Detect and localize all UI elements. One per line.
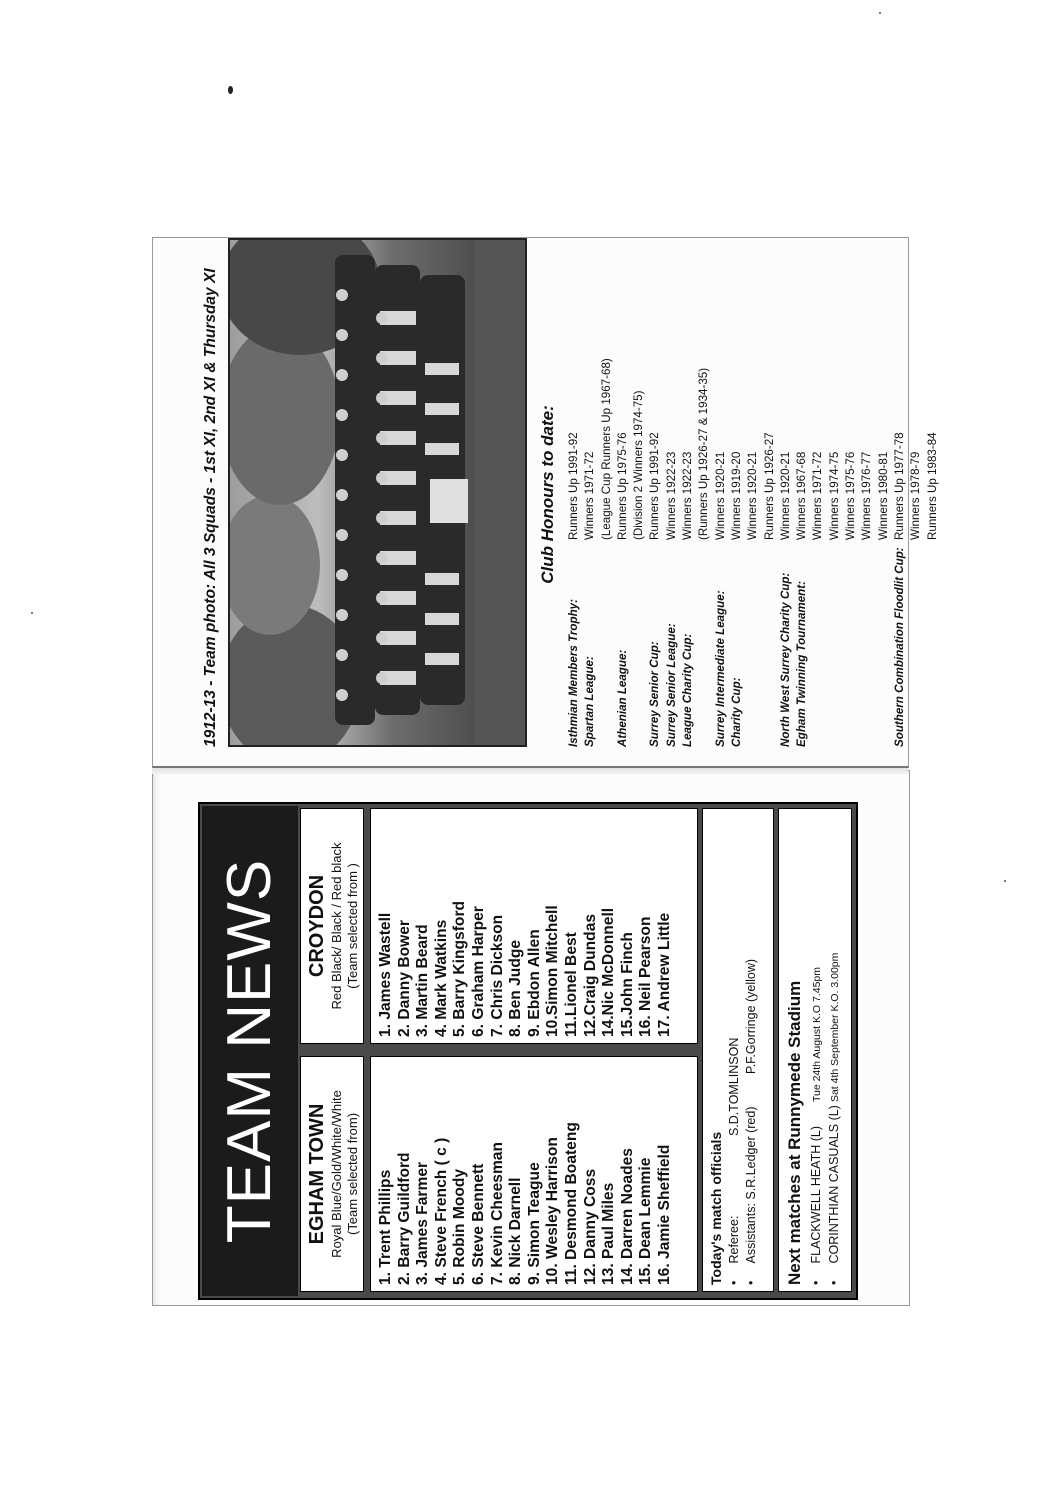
- honour-row: [762, 242, 778, 747]
- squad-player: 11.Lionel Best: [562, 932, 580, 1037]
- honour-result: Runners Up 1991-92: [648, 432, 662, 540]
- honour-competition: Charity Cup:: [729, 677, 743, 747]
- squad-player: 11. Desmond Boateng: [562, 1122, 580, 1285]
- honour-result: Winners 1919-20: [729, 451, 743, 540]
- squad-player: 10. Wesley Harrison: [544, 1137, 562, 1285]
- honour-result: Winners 1922-23: [664, 451, 678, 540]
- honours-title: Club Honours to date:: [538, 405, 557, 584]
- honour-competition: Surrey Senior Cup:: [648, 641, 662, 747]
- honour-result: Winners 1971-72: [583, 451, 597, 540]
- honour-result: Runners Up 1975-76: [615, 432, 629, 540]
- honour-row: [582, 242, 598, 747]
- honour-result: Winners 1976-77: [860, 451, 874, 540]
- honour-competition: Egham Twinning Tournament:: [795, 581, 809, 747]
- squad-player: 15. Dean Lemmie: [637, 1157, 655, 1285]
- team-news-panel: [198, 806, 854, 1300]
- honour-result: Runners Up 1977-78: [892, 432, 906, 540]
- honour-row: [925, 242, 941, 747]
- squad-player: 12.Craig Dundas: [581, 913, 599, 1037]
- history-panel: [202, 242, 939, 747]
- next-match-team: FLACKWELL HEATH (L): [809, 1125, 823, 1264]
- away-squad-box: [370, 808, 698, 1044]
- away-team-kit: Red Black/ Black / Red black: [329, 842, 344, 1010]
- squad-player: 4. Mark Watkins: [432, 919, 450, 1037]
- honour-competition: Athenian League:: [615, 649, 629, 747]
- honours-list: [566, 242, 941, 747]
- honour-competition: League Charity Cup:: [681, 633, 695, 747]
- bullet-icon: •: [727, 1280, 741, 1285]
- squad-player: 4. Steve French ( c ): [432, 1137, 450, 1285]
- home-team-selection-note: (Team selected from): [345, 1112, 360, 1236]
- squad-player: 1. Trent Phillips: [377, 1169, 394, 1285]
- squad-player: 14. Darren Noades: [618, 1148, 636, 1285]
- team-photo: [228, 238, 527, 747]
- squad-player: 16. Neil Pearson: [637, 916, 655, 1037]
- scan-speck: [879, 12, 881, 14]
- scan-speck: [228, 86, 233, 94]
- honour-result: Runners Up 1991-92: [567, 432, 580, 540]
- honour-row: [827, 242, 843, 747]
- honour-row: [794, 242, 810, 747]
- honour-row: [713, 242, 729, 747]
- squad-player: 6. Steve Bennett: [469, 1163, 487, 1285]
- honour-competition: Isthmian Members Trophy:: [567, 599, 580, 747]
- squad-player: 8. Ben Judge: [507, 939, 525, 1037]
- bullet-icon: •: [809, 1280, 823, 1285]
- home-squad-list: [371, 1057, 675, 1291]
- bullet-icon: •: [744, 1280, 758, 1285]
- honour-row: [566, 242, 582, 747]
- scan-speck: [31, 612, 33, 614]
- honour-row: [892, 242, 908, 747]
- officials-heading: Today's match officials: [708, 1131, 724, 1285]
- squad-player: 2. Danny Bower: [395, 920, 413, 1037]
- squad-player: 16. Jamie Sheffield: [655, 1144, 673, 1285]
- honour-competition: Southern Combination Floodlit Cup:: [892, 547, 906, 747]
- referee-name: S.D.TOMLINSON: [727, 1037, 741, 1137]
- referee-row: [726, 809, 743, 1285]
- match-officials-box: [702, 808, 774, 1292]
- honour-row: [696, 242, 712, 747]
- home-team-header: [300, 1056, 364, 1292]
- squad-player: 2. Barry Guildford: [395, 1152, 413, 1285]
- honour-result: Winners 1980-81: [876, 451, 890, 540]
- squad-player: 5. Robin Moody: [451, 1168, 469, 1285]
- honour-result: Runners Up 1983-84: [925, 432, 939, 540]
- squad-player: 1. James Wastell: [377, 912, 394, 1037]
- next-match-kickoff: Tue 24th August K.O 7.45pm: [811, 967, 823, 1103]
- bullet-icon: •: [827, 1280, 841, 1285]
- assistants-row: [743, 809, 760, 1285]
- assistants-label: Assistants: S.R.Ledger (red): [744, 1106, 758, 1264]
- home-team-name: EGHAM TOWN: [306, 1103, 328, 1245]
- team-photo-image: [230, 240, 525, 745]
- honour-result: (League Cup Runners Up 1967-68): [599, 358, 613, 540]
- away-team-selection-note: (Team selected from ): [345, 863, 360, 989]
- home-team-kit: Royal Blue/Gold/White/White: [329, 1090, 344, 1258]
- honour-row: [680, 242, 696, 747]
- squad-player: 14.Nic McDonnell: [600, 907, 618, 1037]
- honour-result: Winners 1920-21: [713, 451, 727, 540]
- honour-result: Winners 1922-23: [681, 451, 695, 540]
- team-news-title: TEAM NEWS: [202, 806, 298, 1296]
- referee-label: Referee:: [727, 1215, 741, 1264]
- honour-result: Winners 1920-21: [746, 451, 760, 540]
- assistant-2: P.F.Gorringe (yellow): [744, 958, 758, 1075]
- squad-player: 10.Simon Mitchell: [544, 905, 562, 1037]
- away-squad-list: [371, 809, 675, 1043]
- honour-row: [664, 242, 680, 747]
- away-team-name: CROYDON: [306, 874, 328, 978]
- squad-player: 13. Paul Miles: [600, 1182, 618, 1285]
- honour-result: Winners 1971-72: [811, 451, 825, 540]
- honour-row: [599, 242, 615, 747]
- photo-caption: 1912-13 - Team photo: All 3 Squads - 1st XI, 2nd XI & Thursday XI: [202, 268, 219, 747]
- squad-player: 12. Danny Coss: [581, 1168, 599, 1285]
- away-team-header: [300, 808, 364, 1044]
- squad-player: 6. Graham Harper: [469, 906, 487, 1037]
- honour-competition: Surrey Senior League:: [664, 623, 678, 747]
- squad-player: 15.John Finch: [618, 932, 636, 1037]
- squad-player: 8. Nick Darnell: [507, 1177, 525, 1285]
- honour-result: (Runners Up 1926-27 & 1934-35): [697, 367, 711, 540]
- squad-player: 5. Barry Kingsford: [451, 900, 469, 1037]
- squad-player: 7. Chris Dickson: [488, 914, 506, 1037]
- squad-player: 3. James Farmer: [414, 1161, 432, 1285]
- honour-competition: North West Surrey Charity Cup:: [778, 572, 792, 747]
- honour-result: Winners 1974-75: [827, 451, 841, 540]
- next-match-row: [808, 809, 826, 1285]
- next-matches-box: [778, 808, 852, 1292]
- honour-result: Winners 1975-76: [844, 451, 858, 540]
- next-match-row: [826, 809, 844, 1285]
- squad-player: 17. Andrew Little: [655, 912, 673, 1037]
- honour-row: [729, 242, 745, 747]
- honour-result: (Division 2 Winners 1974-75): [632, 390, 646, 540]
- next-matches-heading: Next matches at Runnymede Stadium: [785, 980, 804, 1285]
- honour-row: [843, 242, 859, 747]
- honour-row: [647, 242, 663, 747]
- honour-result: Winners 1978-79: [909, 451, 923, 540]
- honour-row: [631, 242, 647, 747]
- next-match-team: CORINTHIAN CASUALS (L): [827, 1105, 841, 1264]
- honour-row: [859, 242, 875, 747]
- squad-player: 9. Ebdon Allen: [525, 929, 543, 1037]
- team-news-frame: [198, 802, 858, 1300]
- squad-player: 7. Kevin Cheesman: [488, 1141, 506, 1285]
- honour-result: Winners 1920-21: [778, 451, 792, 540]
- honour-row: [745, 242, 761, 747]
- honour-row: [778, 242, 794, 747]
- squad-player: 9. Simon Teague: [525, 1162, 543, 1285]
- honour-row: [615, 242, 631, 747]
- honour-result: Winners 1967-68: [795, 451, 809, 540]
- home-squad-box: [370, 1056, 698, 1292]
- squad-player: 3. Martin Beard: [414, 924, 432, 1037]
- scan-speck: [1004, 880, 1006, 882]
- honour-competition: Surrey Intermediate League:: [713, 590, 727, 747]
- honour-result: Runners Up 1926-27: [762, 432, 776, 540]
- next-match-kickoff: Sat 4th September K.O. 3.00pm: [829, 952, 841, 1103]
- honour-row: [810, 242, 826, 747]
- honour-row: [908, 242, 924, 747]
- honour-competition: Spartan League:: [583, 656, 597, 747]
- honour-row: [876, 242, 892, 747]
